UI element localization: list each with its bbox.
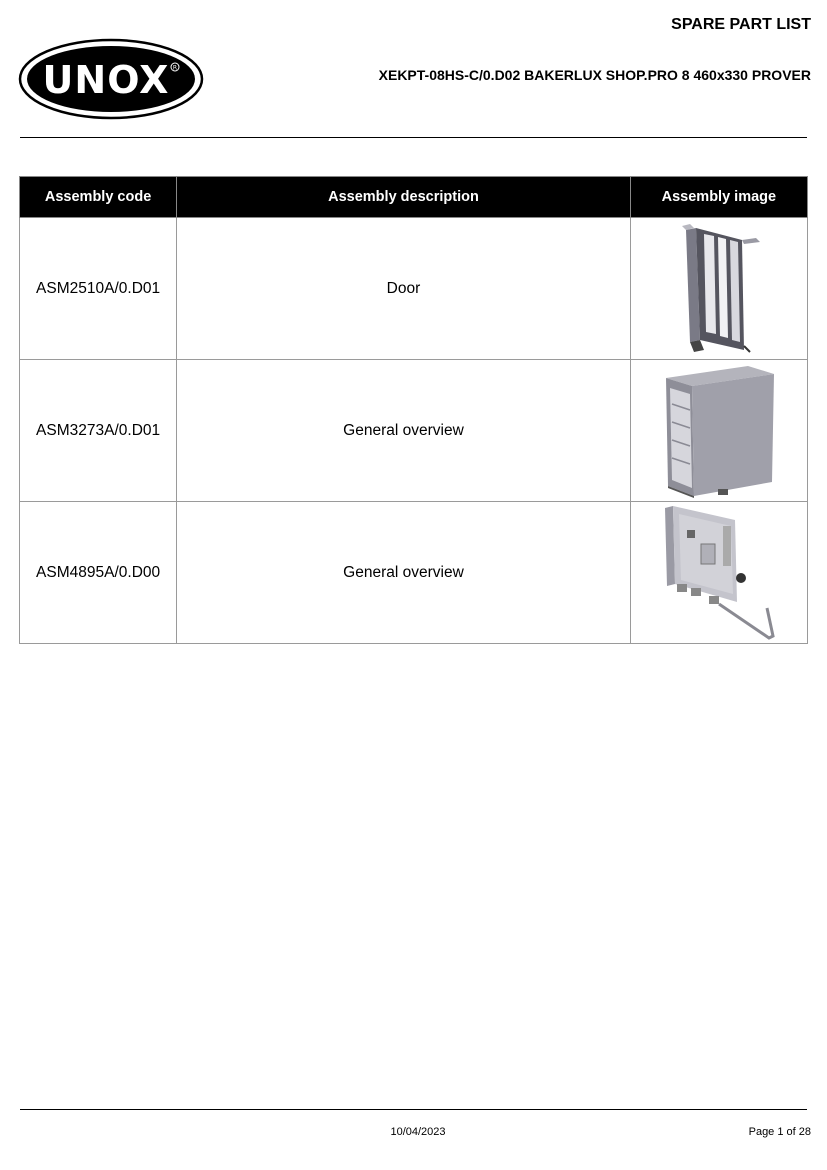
svg-text:UNOX: UNOX xyxy=(42,58,170,102)
back-panel-assembly-image[interactable] xyxy=(661,504,777,642)
header-assembly-code: Assembly code xyxy=(20,177,177,218)
product-title: XEKPT-08HS-C/0.D02 BAKERLUX SHOP.PRO 8 460x330 PROVER xyxy=(378,67,811,83)
assembly-image-cell[interactable] xyxy=(630,218,807,360)
assembly-code-cell: ASM3273A/0.D01 xyxy=(20,360,177,502)
table-row[interactable] xyxy=(20,502,808,644)
unox-logo xyxy=(18,38,204,120)
cabinet-assembly-image[interactable] xyxy=(660,364,778,498)
header-divider xyxy=(20,137,807,138)
footer-date: 10/04/2023 xyxy=(390,1126,446,1138)
assembly-code-cell: ASM4895A/0.D00 xyxy=(20,502,177,644)
table-header-row xyxy=(20,177,808,218)
assembly-code-cell: ASM2510A/0.D01 xyxy=(20,218,177,360)
table-row[interactable] xyxy=(20,360,808,502)
assembly-image-cell[interactable] xyxy=(630,360,807,502)
document-type-title: SPARE PART LIST xyxy=(671,16,811,33)
svg-text:R: R xyxy=(172,64,178,72)
assembly-description-cell: General overview xyxy=(177,502,631,644)
table-row[interactable] xyxy=(20,218,808,360)
page-number: Page 1 of 28 xyxy=(748,1126,811,1138)
header-assembly-description: Assembly description xyxy=(177,177,631,218)
footer-divider xyxy=(20,1109,807,1110)
assembly-description-cell: Door xyxy=(177,218,631,360)
door-assembly-image[interactable] xyxy=(674,222,764,356)
assembly-image-cell[interactable] xyxy=(630,502,807,644)
assembly-table xyxy=(19,176,808,644)
assembly-description-cell: General overview xyxy=(177,360,631,502)
header-assembly-image: Assembly image xyxy=(630,177,807,218)
